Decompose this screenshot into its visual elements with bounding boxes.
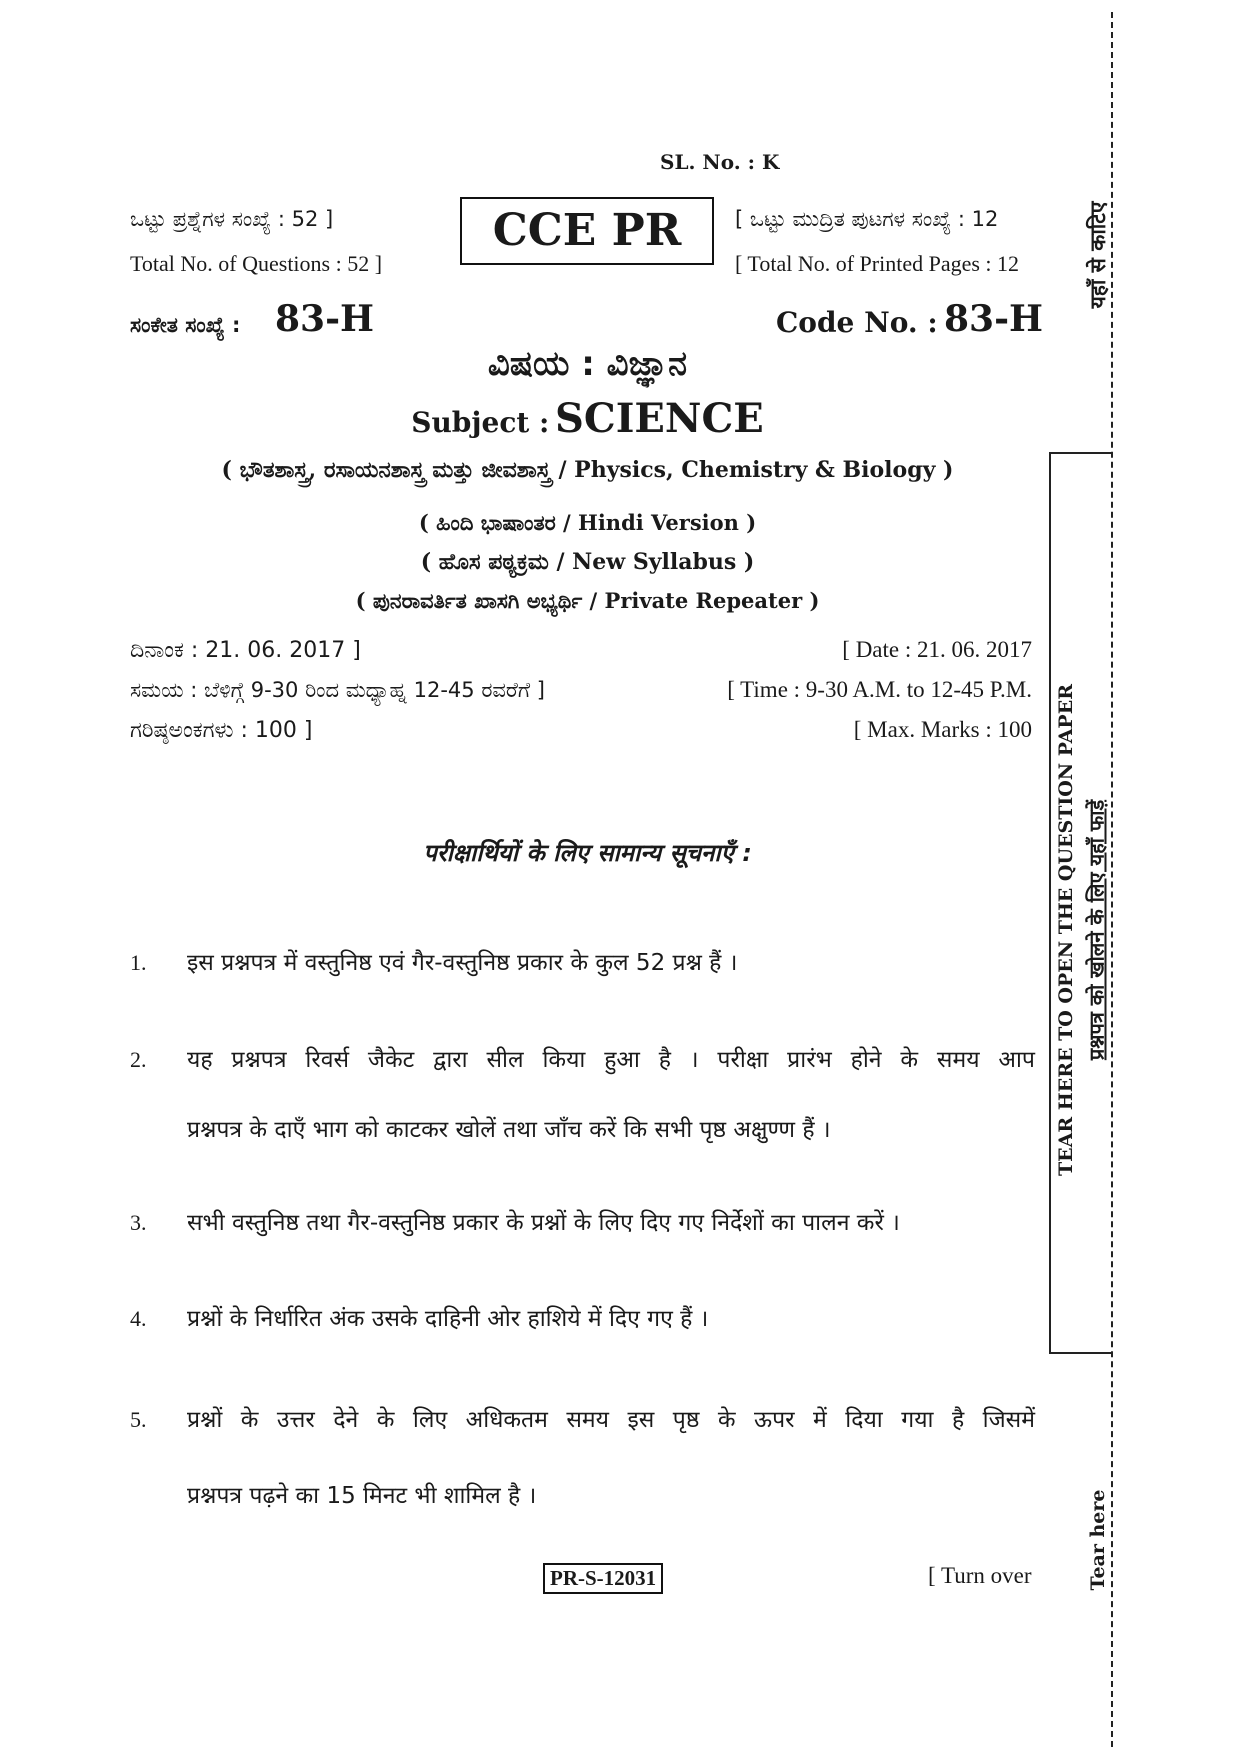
- subject-value: SCIENCE: [554, 395, 764, 442]
- syllabus-type: ( ಹೊಸ ಪಠ್ಯಕ್ರಮ / New Syllabus ): [420, 549, 755, 575]
- kannada-total-pages: [ ಒಟ್ಟು ಮುದ್ರಿತ ಪುಟಗಳ ಸಂಖ್ಯೆ : 12: [735, 207, 999, 231]
- turn-over-note: [ Turn over: [928, 1563, 1032, 1588]
- serial-number: SL. No. : K: [660, 150, 780, 174]
- instruction-text: प्रश्नपत्र पढ़ने का 15 मिनट भी शामिल है ।: [187, 1483, 537, 1509]
- code-label: Code No. :: [776, 306, 938, 339]
- code-value: 83-H: [944, 298, 1044, 340]
- tear-open-hindi-label: प्रश्नपत्र को खोलने के लिए यहाँ फाड़ें: [1084, 799, 1109, 1061]
- instruction-text: यह प्रश्नपत्र रिवर्स जैकेट द्वारा सील किया हुआ है । परीक्षा प्रारंभ होने के समय आप: [187, 1047, 1035, 1073]
- candidate-type: ( ಪುನರಾವರ್ತಿತ ಖಾಸಗಿ ಅಭ್ಯರ್ಥಿ / Private Repeater ): [355, 588, 820, 613]
- kannada-max-marks: ಗರಿಷ್ಠಅಂಕಗಳು : 100 ]: [130, 718, 313, 743]
- instruction-number: 5.: [130, 1407, 147, 1432]
- total-questions: Total No. of Questions : 52 ]: [130, 251, 383, 276]
- kannada-time: ಸಮಯ : ಬೆಳಿಗ್ಗೆ 9-30 ರಿಂದ ಮಧ್ಯಾಹ್ನ 12-45 ರವರೆಗೆ ]: [130, 678, 545, 702]
- exam-title-box: CCE PR: [460, 197, 714, 265]
- tear-open-label: TEAR HERE TO OPEN THE QUESTION PAPER: [1055, 684, 1077, 1176]
- tear-here-label: Tear here: [1087, 1489, 1109, 1591]
- instruction-number: 2.: [130, 1047, 147, 1072]
- kannada-code-value: 83-H: [275, 298, 375, 340]
- instruction-number: 3.: [130, 1210, 147, 1235]
- instruction-number: 1.: [130, 950, 147, 975]
- kannada-total-questions: ಒಟ್ಟು ಪ್ರಶ್ನೆಗಳ ಸಂಖ್ಯೆ : 52 ]: [130, 207, 334, 231]
- instruction-text: प्रश्नों के निर्धारित अंक उसके दाहिनी ओर हाशिये में दिए गए हैं ।: [187, 1306, 709, 1332]
- cut-here-label: यहाँ से काटिए: [1086, 201, 1110, 309]
- instruction-number: 4.: [130, 1306, 147, 1331]
- total-printed-pages: [ Total No. of Printed Pages : 12: [735, 251, 1020, 276]
- instruction-text: प्रश्नों के उत्तर देने के लिए अधिकतम समय इस पृष्ठ के ऊपर में दिया गया है जिसमें: [187, 1407, 1035, 1433]
- instruction-text: प्रश्नपत्र के दाएँ भाग को काटकर खोलें तथा जाँच करें कि सभी पृष्ठ अक्षुण्ण हैं ।: [187, 1117, 831, 1143]
- subject-label: Subject :: [411, 406, 550, 439]
- exam-date: [ Date : 21. 06. 2017: [842, 637, 1032, 662]
- kannada-date: ದಿನಾಂಕ : 21. 06. 2017 ]: [130, 638, 361, 663]
- kannada-subject-title: ವಿಷಯ : ವಿಜ್ಞಾನ: [487, 344, 688, 384]
- subject-branches: ( ಭೌತಶಾಸ್ತ್ರ, ರಸಾಯನಶಾಸ್ತ್ರ ಮತ್ತು ಜೀವಶಾಸ್ತ್ರ / Physics, Chemistry & Biology ): [221, 457, 954, 483]
- instruction-text: सभी वस्तुनिष्ठ तथा गैर-वस्तुनिष्ठ प्रकार के प्रश्नों के लिए दिए गए निर्देशों का पालन करें ।: [187, 1210, 900, 1236]
- instruction-text: इस प्रश्नपत्र में वस्तुनिष्ठ एवं गैर-वस्तुनिष्ठ प्रकार के कुल 52 प्रश्न हैं ।: [187, 950, 738, 976]
- paper-code-box: PR-S-12031: [543, 1563, 663, 1594]
- language-version: ( ಹಿಂದಿ ಭಾಷಾಂತರ / Hindi Version ): [418, 510, 757, 535]
- max-marks: [ Max. Marks : 100: [853, 717, 1032, 742]
- kannada-code-label: ಸಂಕೇತ ಸಂಖ್ಯೆ :: [130, 313, 241, 337]
- subject-title: [0, 395, 1175, 442]
- exam-time: [ Time : 9-30 A.M. to 12-45 P.M.: [727, 677, 1032, 702]
- instructions-title: परीक्षार्थियों के लिए सामान्य सूचनाएँ :: [423, 839, 752, 867]
